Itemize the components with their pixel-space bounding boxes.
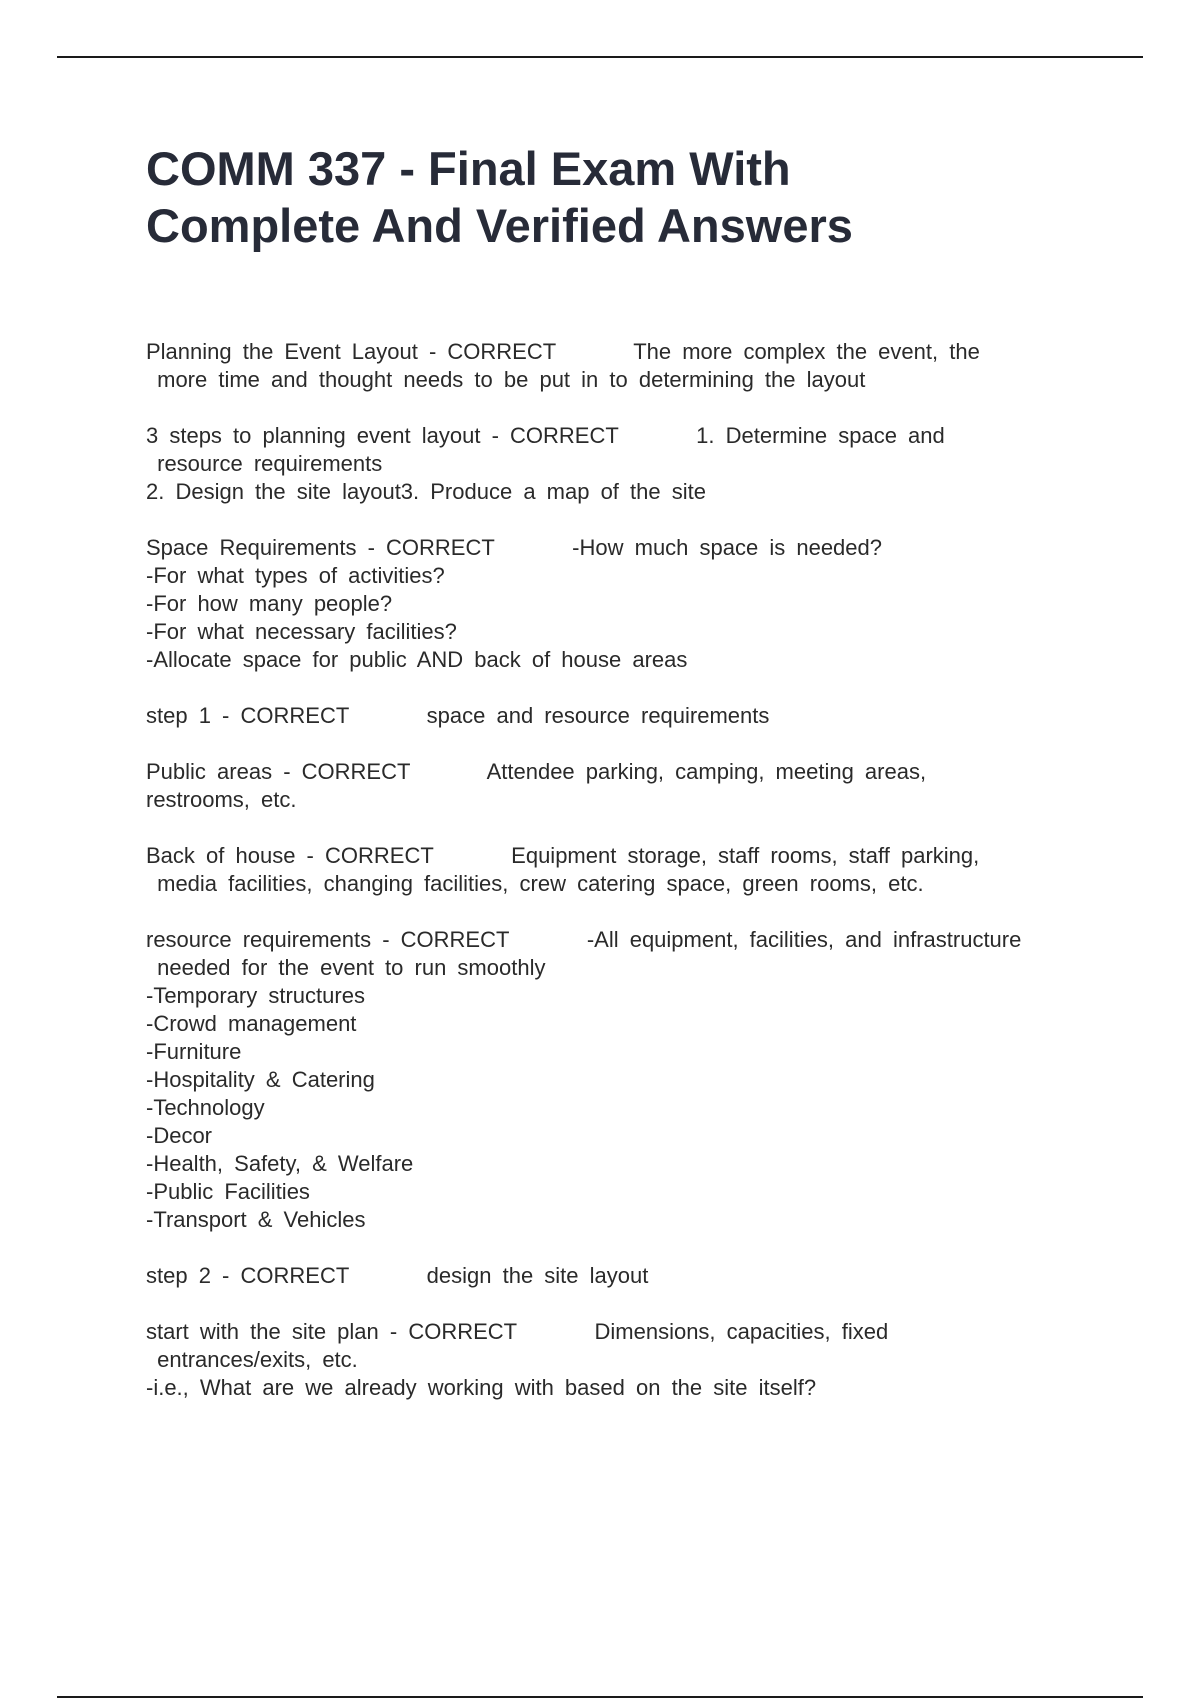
bottom-rule	[57, 1696, 1143, 1698]
qa-line	[146, 926, 1106, 954]
qa-term: step 1	[146, 703, 211, 728]
qa-term: start with the site plan	[146, 1319, 379, 1344]
qa-answer-text: -Public Facilities	[146, 1179, 310, 1204]
qa-answer-text: -For what types of activities?	[146, 563, 445, 588]
qa-line	[146, 1178, 1106, 1206]
correct-marker: - CORRECT	[371, 927, 587, 952]
qa-answer-text: 2. Design the site layout3. Produce a map of the site	[146, 479, 706, 504]
qa-line	[146, 366, 1106, 394]
correct-marker: - CORRECT	[378, 1319, 595, 1344]
qa-answer-text: -Transport & Vehicles	[146, 1207, 366, 1232]
qa-line	[146, 1038, 1106, 1066]
qa-answer-text: Equipment storage, staff rooms, staff parking,	[511, 843, 980, 868]
qa-line	[146, 1262, 1106, 1290]
qa-line	[146, 1094, 1106, 1122]
qa-answer-text: Dimensions, capacities, fixed	[594, 1319, 889, 1344]
qa-answer-text: restrooms, etc.	[146, 787, 297, 812]
qa-list	[146, 338, 1106, 1402]
correct-marker: - CORRECT	[295, 843, 512, 868]
qa-line	[146, 842, 1106, 870]
qa-answer-text: -Health, Safety, & Welfare	[146, 1151, 414, 1176]
qa-line	[146, 1150, 1106, 1178]
qa-answer-text: -Technology	[146, 1095, 265, 1120]
qa-entry	[146, 926, 1106, 1234]
title-line-2: Complete And Verified Answers	[146, 199, 853, 252]
qa-answer-text: -Hospitality & Catering	[146, 1067, 375, 1092]
qa-answer-text: space and resource requirements	[426, 703, 770, 728]
qa-answer-text: media facilities, changing facilities, crew catering space, green rooms, etc.	[146, 871, 924, 896]
qa-line	[146, 338, 1106, 366]
qa-answer-text: more time and thought needs to be put in to determining the layout	[146, 367, 866, 392]
qa-entry	[146, 338, 1106, 394]
qa-line	[146, 646, 1106, 674]
qa-answer-text: -For what necessary facilities?	[146, 619, 457, 644]
qa-answer-text: -Decor	[146, 1123, 213, 1148]
qa-term: Back of house	[146, 843, 296, 868]
qa-line	[146, 1374, 1106, 1402]
correct-marker: - CORRECT	[210, 703, 427, 728]
qa-answer-text: -How much space is needed?	[572, 535, 882, 560]
document-title	[146, 140, 1106, 254]
correct-marker: - CORRECT	[356, 535, 573, 560]
qa-answer-text: Attendee parking, camping, meeting areas,	[486, 759, 927, 784]
qa-line	[146, 1206, 1106, 1234]
qa-line	[146, 422, 1106, 450]
qa-line	[146, 1346, 1106, 1374]
qa-term: 3 steps to planning event layout	[146, 423, 481, 448]
title-line-1: COMM 337 - Final Exam With	[146, 142, 791, 195]
correct-marker: - CORRECT	[417, 339, 634, 364]
qa-line	[146, 1066, 1106, 1094]
qa-line	[146, 758, 1106, 786]
qa-entry	[146, 758, 1106, 814]
qa-term: step 2	[146, 1263, 211, 1288]
qa-line	[146, 562, 1106, 590]
qa-line	[146, 590, 1106, 618]
qa-answer-text: -For how many people?	[146, 591, 393, 616]
qa-answer-text: resource requirements	[146, 451, 383, 476]
qa-line	[146, 702, 1106, 730]
correct-marker: - CORRECT	[272, 759, 487, 784]
qa-answer-text: -Temporary structures	[146, 983, 365, 1008]
qa-entry	[146, 534, 1106, 674]
qa-answer-text: -All equipment, facilities, and infrastructure	[586, 927, 1022, 952]
qa-answer-text: The more complex the event, the	[633, 339, 980, 364]
qa-line	[146, 618, 1106, 646]
qa-line	[146, 870, 1106, 898]
qa-answer-text: entrances/exits, etc.	[146, 1347, 358, 1372]
qa-line	[146, 1318, 1106, 1346]
top-rule	[57, 56, 1143, 58]
qa-line	[146, 478, 1106, 506]
qa-line	[146, 786, 1106, 814]
qa-term: Space Requirements	[146, 535, 357, 560]
qa-line	[146, 1010, 1106, 1038]
qa-answer-text: 1. Determine space and	[696, 423, 945, 448]
qa-term: resource requirements	[146, 927, 372, 952]
qa-line	[146, 534, 1106, 562]
qa-answer-text: -Furniture	[146, 1039, 242, 1064]
qa-answer-text: -Allocate space for public AND back of house areas	[146, 647, 688, 672]
qa-answer-text: design the site layout	[426, 1263, 649, 1288]
qa-line	[146, 982, 1106, 1010]
qa-line	[146, 1122, 1106, 1150]
qa-entry	[146, 422, 1106, 506]
correct-marker: - CORRECT	[210, 1263, 427, 1288]
qa-line	[146, 450, 1106, 478]
qa-line	[146, 954, 1106, 982]
qa-entry	[146, 842, 1106, 898]
correct-marker: - CORRECT	[480, 423, 697, 448]
qa-answer-text: needed for the event to run smoothly	[146, 955, 546, 980]
qa-entry	[146, 702, 1106, 730]
qa-answer-text: -Crowd management	[146, 1011, 357, 1036]
document-body	[146, 140, 1106, 1430]
qa-term: Public areas	[146, 759, 273, 784]
qa-entry	[146, 1262, 1106, 1290]
qa-answer-text: -i.e., What are we already working with based on the site itself?	[146, 1375, 817, 1400]
qa-entry	[146, 1318, 1106, 1402]
qa-term: Planning the Event Layout	[146, 339, 418, 364]
